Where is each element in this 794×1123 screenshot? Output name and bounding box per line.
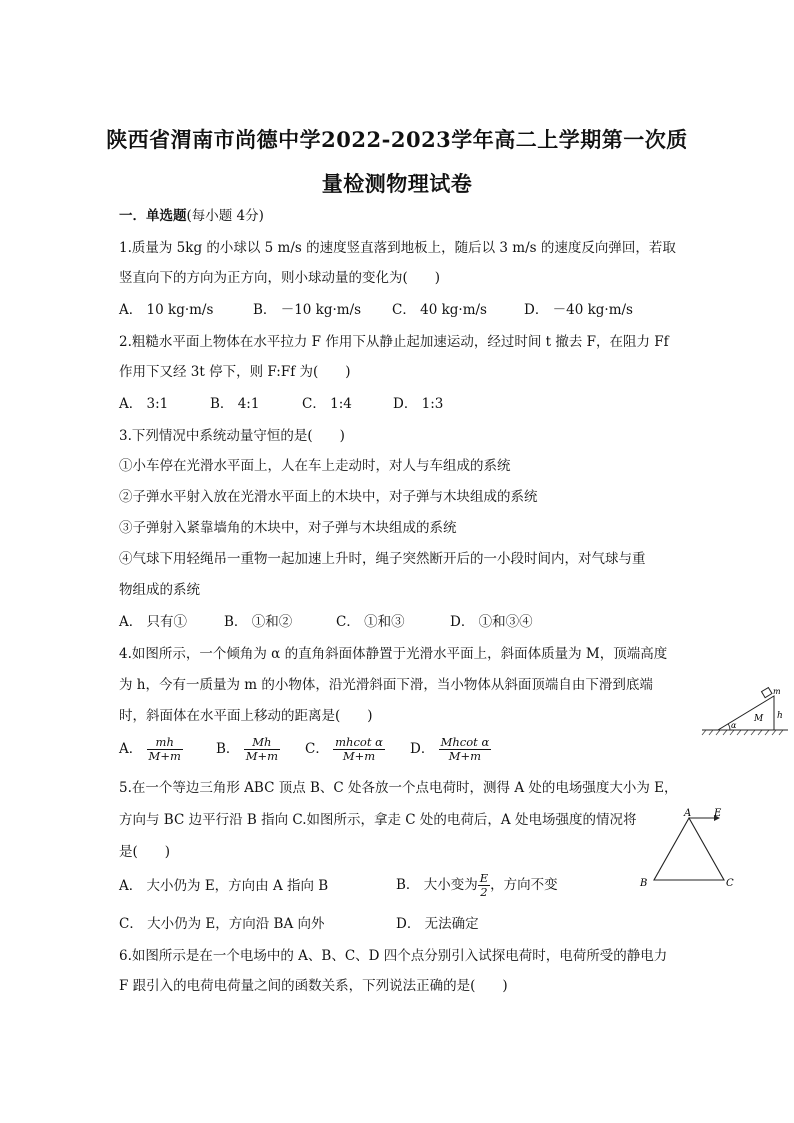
q4-option-c-denominator: M+m — [342, 749, 376, 763]
q4-stem-line3: 时，斜面体在水平面上移动的距离是( ) — [119, 708, 373, 724]
q4-incline-figure — [700, 684, 790, 738]
q6-stem-line2: F 跟引入的电荷电荷量之间的函数关系，下列说法正确的是( ) — [119, 978, 508, 994]
section-heading — [119, 206, 264, 226]
q3-option-d: D． ①和③④ — [450, 614, 533, 630]
q5-option-b-suffix: ，方向不变 — [490, 877, 558, 893]
q4-option-a-numerator: mh — [147, 736, 183, 750]
q2-option-b: B． 4:1 — [210, 396, 260, 412]
q4-label-m: m — [773, 687, 781, 696]
q3-item-4-line2: 物组成的系统 — [119, 582, 200, 598]
exam-title-line1: 陕西省渭南市尚德中学2022-2023学年高二上学期第一次质 — [106, 127, 688, 152]
q4-option-b-label: B． — [216, 741, 240, 757]
q5-label-C: C — [726, 878, 734, 889]
q5-option-b-prefix: B． 大小变为 — [396, 877, 478, 893]
q3-item-2: ②子弹水平射入放在光滑水平面上的木块中，对子弹与木块组成的系统 — [119, 489, 538, 505]
q5-label-B: B — [640, 878, 648, 889]
q4-option-c-fraction — [333, 736, 385, 763]
q5-triangle-figure — [634, 806, 744, 892]
q4-option-c-numerator: mhcot α — [335, 735, 383, 749]
q5-stem-line1: 5.在一个等边三角形 ABC 顶点 B、C 处各放一个点电荷时，测得 A 处的电场强度大小为 E， — [119, 780, 678, 796]
q4-option-a-denominator: M+m — [148, 749, 181, 763]
q5-option-b-numerator: E — [479, 871, 489, 885]
q4-label-alpha: α — [731, 721, 737, 730]
q5-option-c: C． 大小仍为 E，方向沿 BA 向外 — [119, 916, 325, 932]
q2-option-c: C． 1:4 — [302, 396, 352, 412]
q4-option-c-label: C． — [305, 741, 329, 757]
q5-option-b-denominator: 2 — [480, 885, 488, 899]
q5-label-A: A — [684, 808, 692, 819]
q5-option-a: A． 大小仍为 E，方向由 A 指向 B — [119, 878, 329, 894]
q3-item-4-line1: ④气球下用轻绳吊一重物一起加速上升时，绳子突然断开后的一小段时间内，对气球与重 — [119, 551, 646, 567]
q1-option-a: A． 10 kg·m/s — [119, 302, 214, 318]
q5-option-b — [396, 872, 558, 899]
q4-option-b-denominator: M+m — [245, 749, 279, 763]
q4-option-b — [216, 736, 280, 763]
q4-small-block — [762, 688, 772, 698]
q5-stem-line3: 是( ) — [119, 844, 171, 860]
q3-option-c: C． ①和③ — [336, 614, 405, 630]
q1-option-b: B． －10 kg·m/s — [253, 302, 362, 318]
q3-option-a: A． 只有① — [119, 614, 188, 630]
q4-option-a-fraction — [147, 736, 183, 763]
q4-incline-wedge — [718, 696, 774, 730]
q4-option-d-fraction — [439, 736, 492, 763]
q1-option-c: C． 40 kg·m/s — [392, 302, 487, 318]
q1-stem-line2: 竖直向下的方向为正方向，则小球动量的变化为( ) — [119, 270, 441, 286]
q5-option-d: D． 无法确定 — [396, 916, 479, 932]
section-note: (每小题 4分) — [186, 208, 264, 224]
q5-option-b-fraction — [478, 872, 490, 899]
exam-title-line2: 量检测物理试卷 — [321, 171, 473, 196]
q4-option-c — [305, 736, 385, 763]
q4-option-b-numerator: Mh — [244, 736, 280, 750]
q5-stem-line2: 方向与 BC 边平行沿 B 指向 C.如图所示，拿走 C 处的电荷后，A 处电场强度的情况将 — [119, 812, 637, 828]
q5-label-E: E — [714, 808, 722, 819]
q4-ground-hatch — [702, 730, 783, 735]
q4-option-b-fraction — [244, 736, 280, 763]
q4-option-d-denominator: M+m — [448, 749, 482, 763]
q6-stem-line1: 6.如图所示是在一个电场中的 A、B、C、D 四个点分别引入试探电荷时，电荷所受的静电力 — [119, 948, 668, 964]
q2-option-d: D． 1:3 — [393, 396, 444, 412]
q4-stem-line2: 为 h，今有一质量为 m 的小物体，沿光滑斜面下滑，当小物体从斜面顶端自由下滑到底端 — [119, 677, 653, 693]
q5-triangle — [654, 818, 724, 880]
q4-label-M: M — [754, 714, 764, 724]
q1-option-d: D． －40 kg·m/s — [524, 302, 633, 318]
section-title: 一．单选题 — [119, 208, 187, 224]
q4-angle-arc — [728, 724, 730, 730]
q2-stem-line2: 作用下又经 3t 停下，则 F:Ff 为( ) — [119, 364, 351, 380]
q3-option-b: B． ①和② — [224, 614, 293, 630]
q4-option-d-numerator: Mhcot α — [440, 735, 490, 749]
q4-stem-line1: 4.如图所示，一个倾角为 α 的直角斜面体静置于光滑水平面上，斜面体质量为 M，顶端高度 — [119, 646, 668, 662]
q3-item-3: ③子弹射入紧靠墙角的木块中，对子弹与木块组成的系统 — [119, 520, 457, 536]
q4-option-d-label: D． — [410, 741, 435, 757]
q4-option-d — [410, 736, 491, 763]
q4-option-a-label: A． — [119, 741, 143, 757]
q4-option-a — [119, 736, 183, 763]
q3-stem: 3.下列情况中系统动量守恒的是( ) — [119, 428, 345, 444]
q2-stem-line1: 2.粗糙水平面上物体在水平拉力 F 作用下从静止起加速运动，经过时间 t 撤去 F，在阻力 Ff — [119, 334, 669, 350]
q1-stem-line1: 1.质量为 5kg 的小球以 5 m/s 的速度竖直落到地板上，随后以 3 m/s 的速度反向弹回，若取 — [119, 240, 676, 256]
q3-item-1: ①小车停在光滑水平面上，人在车上走动时，对人与车组成的系统 — [119, 458, 511, 474]
q4-label-h: h — [777, 711, 783, 721]
q2-option-a: A． 3:1 — [119, 396, 169, 412]
